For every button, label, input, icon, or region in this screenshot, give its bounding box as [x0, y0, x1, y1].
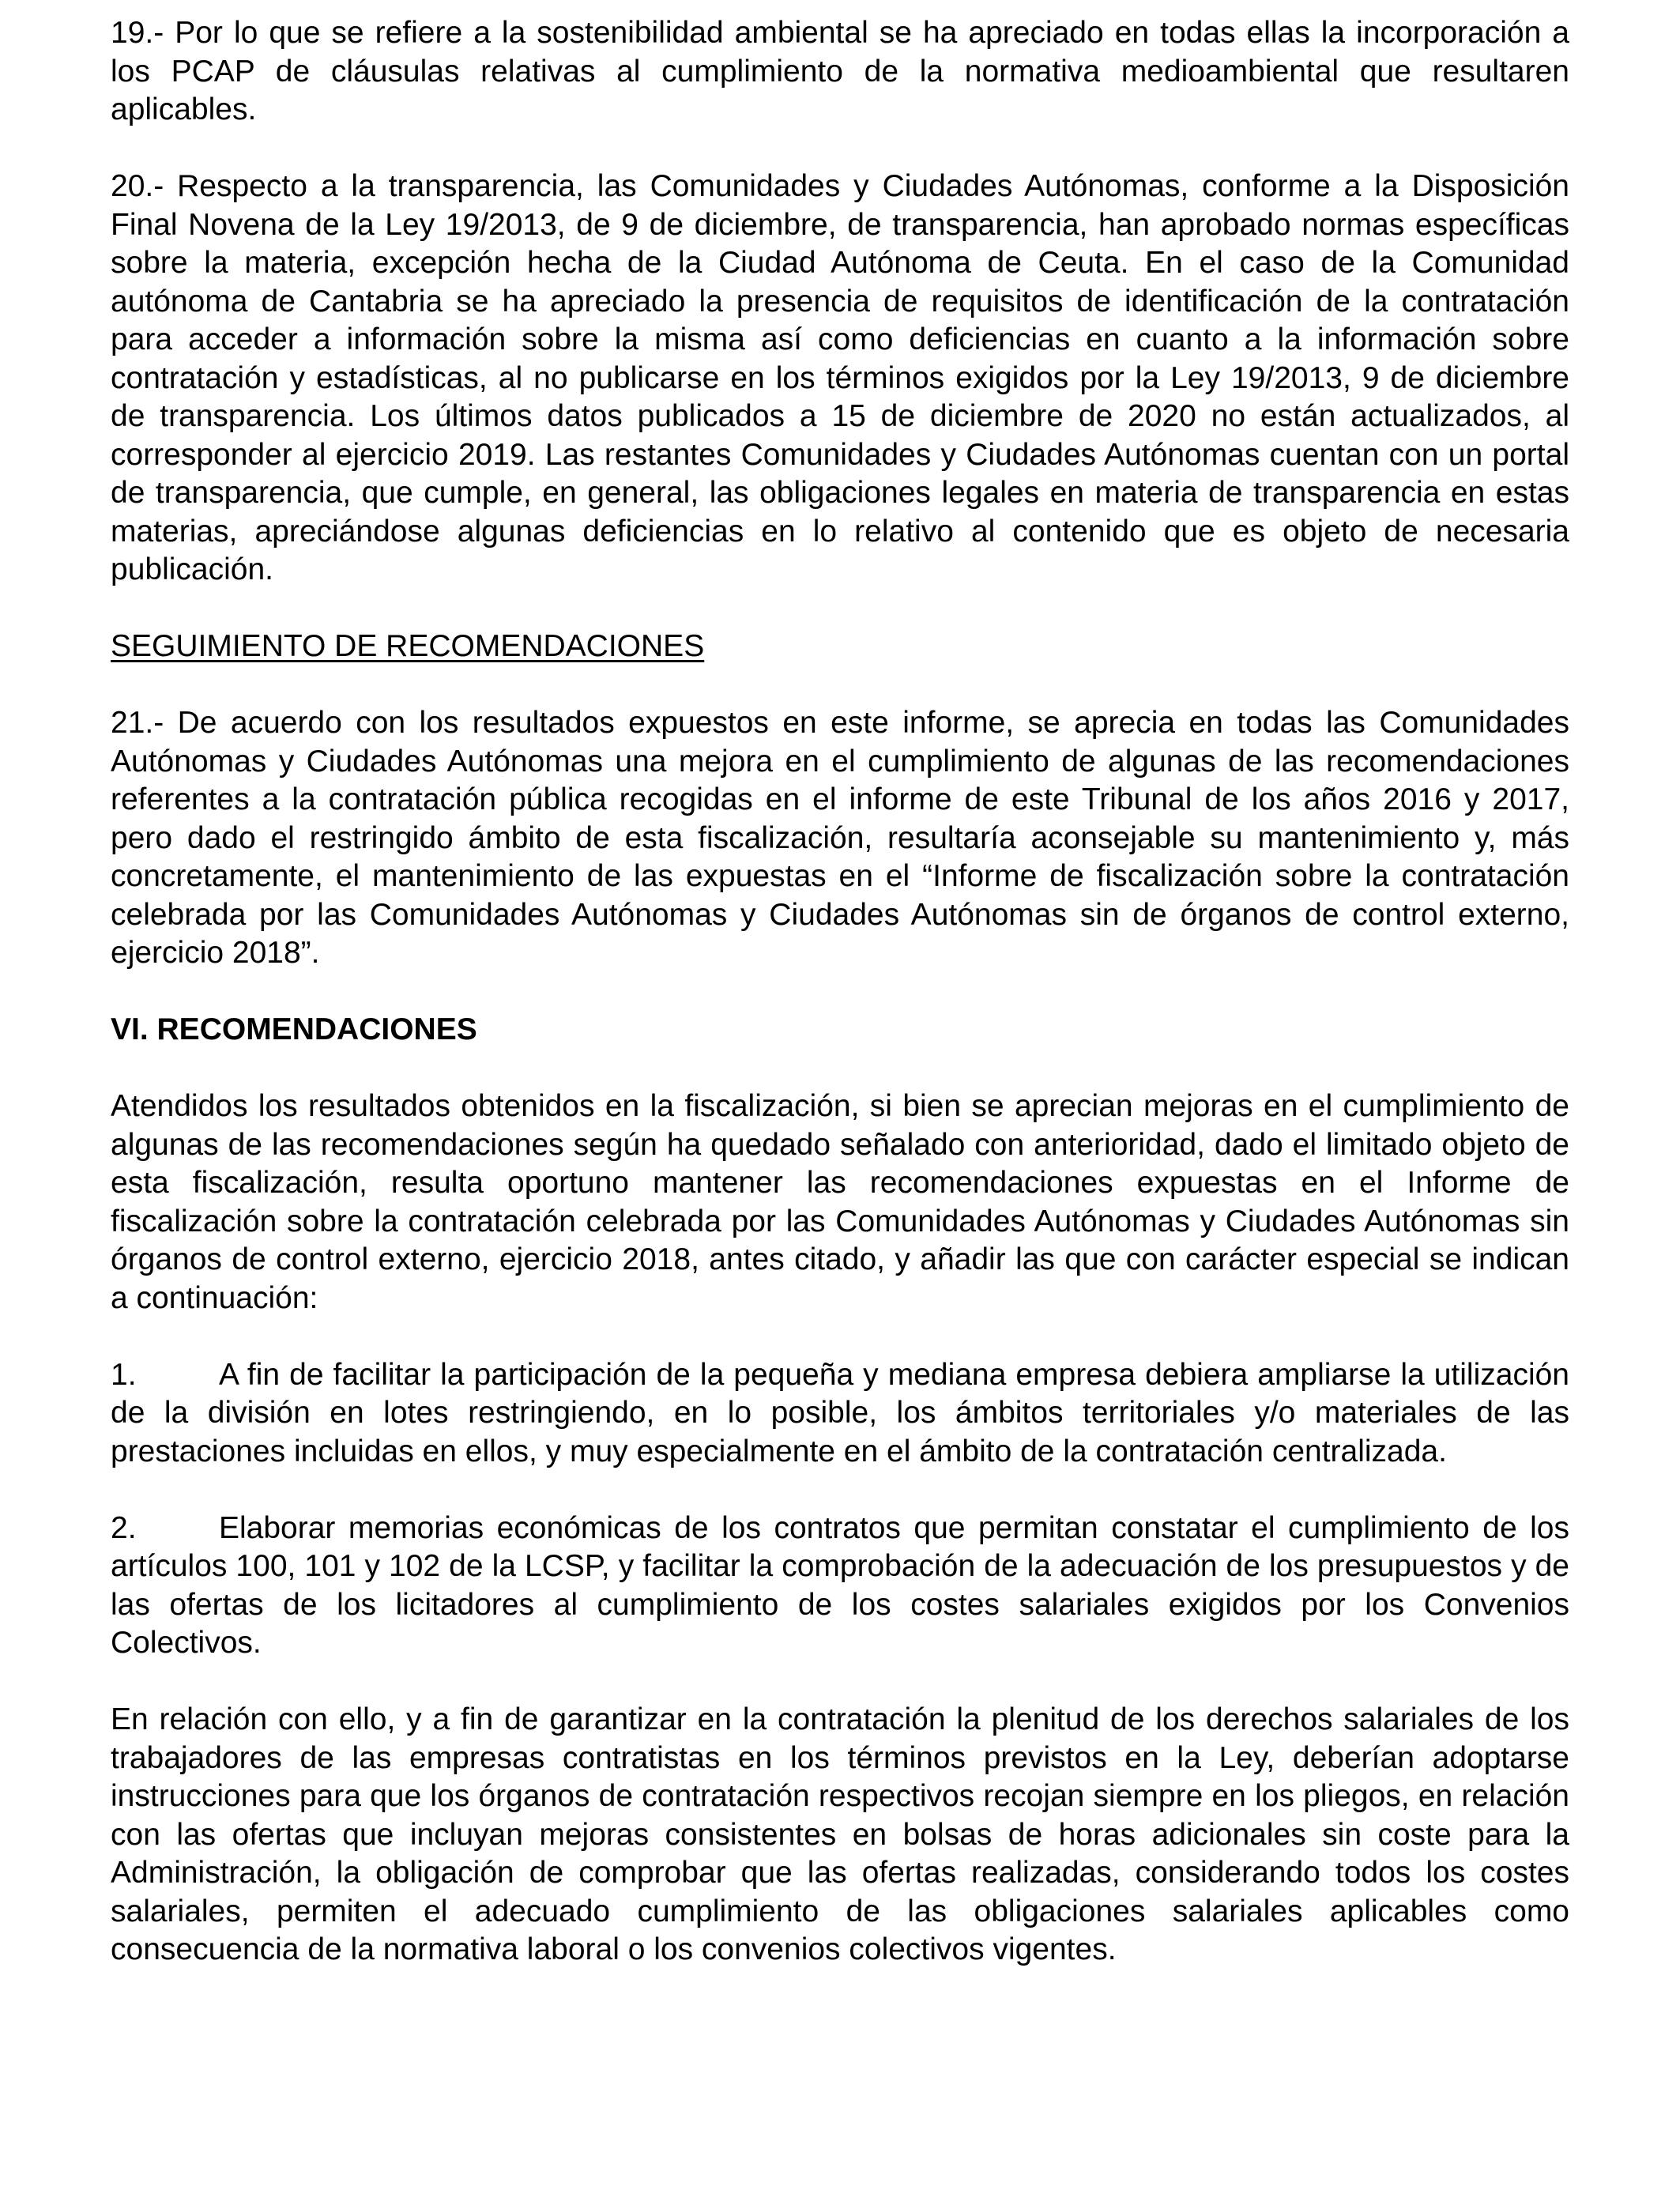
- paragraph-20: 20.- Respecto a la transparencia, las Comunidades y Ciudades Autónomas, conforme a la Disposición Final Novena de la Ley 19/2013, de 9 de diciembre, de transparencia, han aprobado normas específicas sobre la materia, excepción hecha de la Ciudad Autónoma de Ceuta. En el caso de la Comunidad autónoma de Cantabria se ha apreciado la presencia de requisitos de identificación de la contratación para acceder a información sobre la misma así como deficiencias en cuanto a la información sobre contratación y estadísticas, al no publicarse en los términos exigidos por la Ley 19/2013, 9 de diciembre de transparencia. Los últimos datos publicados a 15 de diciembre de 2020 no están actualizados, al corresponder al ejercicio 2019. Las restantes Comunidades y Ciudades Autónomas cuentan con un portal de transparencia, que cumple, en general, las obligaciones legales en materia de transparencia en estas materias, apreciándose algunas deficiencias en lo relativo al contenido que es objeto de necesaria publicación.: [111, 169, 1569, 586]
- recommendation-number: 1.: [111, 1357, 137, 1392]
- recommendation-item-2: [111, 1510, 1569, 1663]
- paragraph-21: 21.- De acuerdo con los resultados expuestos en este informe, se aprecia en todas las Comunidades Autónomas y Ciudades Autónomas una mejora en el cumplimiento de algunas de las recomendaciones referentes a la contratación pública recogidas en el informe de este Tribunal de los años 2016 y 2017, pero dado el restringido ámbito de esta fiscalización, resultaría aconsejable su mantenimiento y, más concretamente, el mantenimiento de las expuestas en el “Informe de fiscalización sobre la contratación celebrada por las Comunidades Autónomas y Ciudades Autónomas sin de órganos de control externo, ejercicio 2018”.: [111, 706, 1569, 970]
- section-subheading-seguimiento: SEGUIMIENTO DE RECOMENDACIONES: [111, 629, 705, 663]
- section-heading-recomendaciones: VI. RECOMENDACIONES: [111, 1012, 477, 1046]
- closing-paragraph: En relación con ello, y a fin de garantizar en la contratación la plenitud de los derechos salariales de los trabajadores de las empresas contratistas en los términos previstos en la Ley, deberían adoptarse instrucciones para que los órganos de contratación respectivos recojan siempre en los pliegos, en relación con las ofertas que incluyan mejoras consistentes en bolsas de horas adicionales sin coste para la Administración, la obligación de comprobar que las ofertas realizadas, considerando todos los costes salariales, permiten el adecuado cumplimiento de las obligaciones salariales aplicables como consecuencia de la normativa laboral o los convenios colectivos vigentes.: [111, 1702, 1569, 1966]
- recommendation-text: Elaborar memorias económicas de los contratos que permitan constatar el cumplimiento de los artículos 100, 101 y 102 de la LCSP, y facilitar la comprobación de la adecuación de los presupuestos y de las ofertas de los licitadores al cumplimiento de los costes salariales exigidos por los Convenios Colectivos.: [111, 1510, 1569, 1660]
- recommendation-item-1: [111, 1356, 1569, 1472]
- recommendation-text: A fin de facilitar la participación de la pequeña y mediana empresa debiera ampliarse la utilización de la división en lotes restringiendo, en lo posible, los ámbitos territoriales y/o materiales de las prestaciones incluidas en ellos, y muy especialmente en el ámbito de la contratación centralizada.: [111, 1357, 1569, 1468]
- document-page: [111, 14, 1569, 2007]
- paragraph-19: 19.- Por lo que se refiere a la sostenibilidad ambiental se ha apreciado en todas ellas la incorporación a los PCAP de cláusulas relativas al cumplimiento de la normativa medioambiental que resultaren aplicables.: [111, 16, 1569, 126]
- recommendation-number: 2.: [111, 1510, 137, 1545]
- intro-paragraph: Atendidos los resultados obtenidos en la fiscalización, si bien se aprecian mejoras en el cumplimiento de algunas de las recomendaciones según ha quedado señalado con anterioridad, dado el limitado objeto de esta fiscalización, resulta oportuno mantener las recomendaciones expuestas en el Informe de fiscalización sobre la contratación celebrada por las Comunidades Autónomas y Ciudades Autónomas sin órganos de control externo, ejercicio 2018, antes citado, y añadir las que con carácter especial se indican a continuación:: [111, 1089, 1569, 1315]
